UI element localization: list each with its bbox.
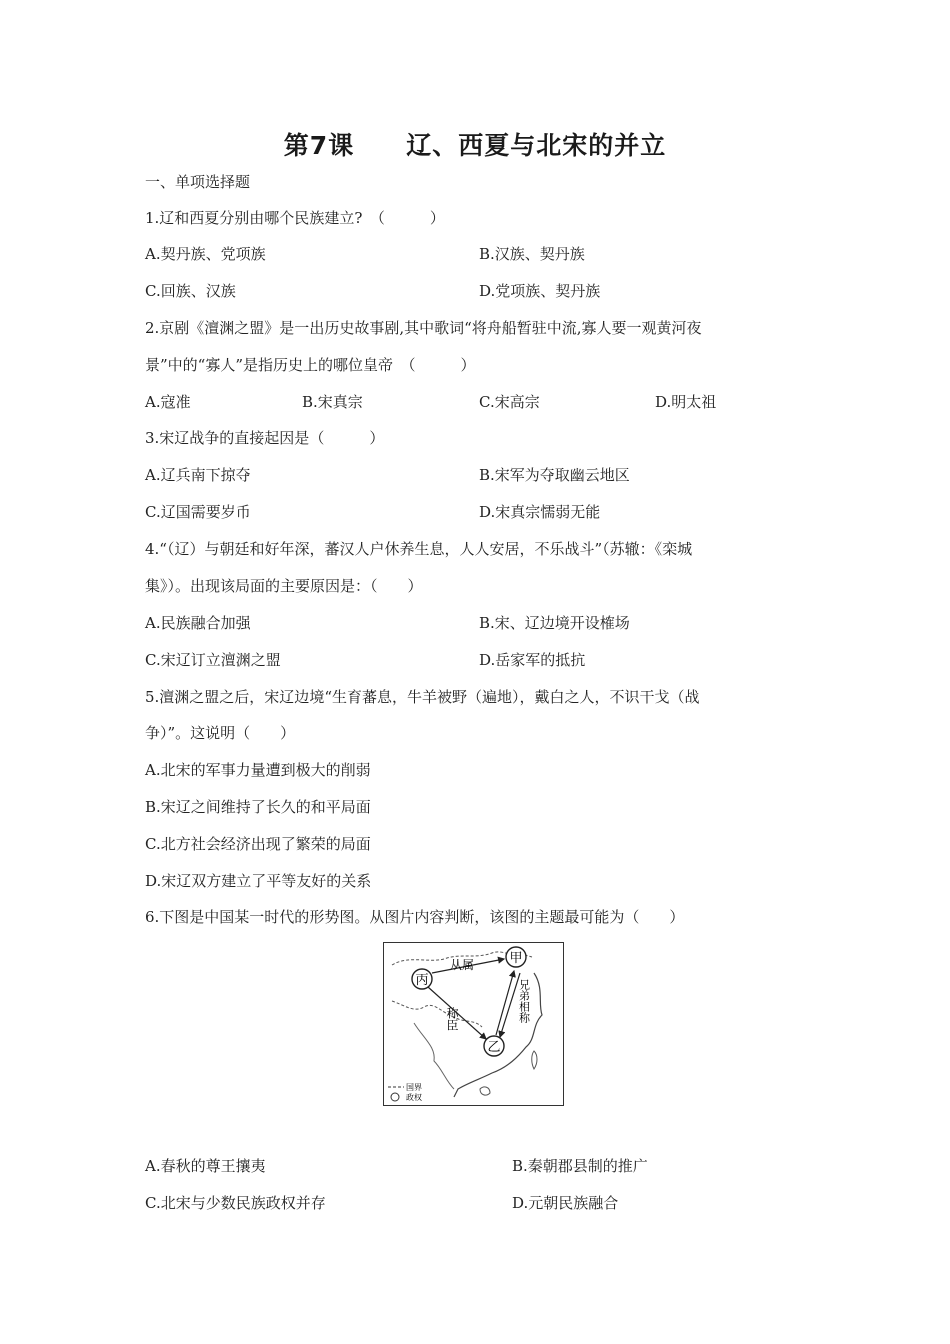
section-heading: 一、单项选择题 xyxy=(145,173,251,191)
arrow-label-subordinate: 从属 xyxy=(450,958,475,972)
map-drawing xyxy=(384,943,562,1104)
option-a: A.寇准 xyxy=(145,393,191,411)
option-a: A.北宋的军事力量遭到极大的削弱 xyxy=(145,761,371,779)
question-stem: 5.澶渊之盟之后，宋辽边境“生育蕃息，牛羊被野（遍地），戴白之人，不识干戈（战 xyxy=(145,688,700,706)
question-stem: 4.“（辽）与朝廷和好年深，蕃汉人户休养生息，人人安居，不乐战斗”（苏辙：《栾城 xyxy=(145,540,693,558)
island-taiwan xyxy=(532,1051,537,1069)
arrow-label-brothers: 兄弟相称 xyxy=(517,979,531,1023)
legend-border-label: 国界 xyxy=(406,1083,422,1092)
arrow-label-vassal: 称臣 xyxy=(445,1007,459,1031)
option-d: D.宋真宗懦弱无能 xyxy=(479,503,601,521)
option-c: C.辽国需要岁币 xyxy=(145,503,251,521)
option-a: A.春秋的尊王攘夷 xyxy=(145,1157,266,1175)
question-stem: 2.京剧《澶渊之盟》是一出历史故事剧,其中歌词“将舟船暂驻中流,寡人要一观黄河夜 xyxy=(145,319,702,337)
option-a: A.辽兵南下掠夺 xyxy=(145,466,251,484)
option-b: B.宋真宗 xyxy=(302,393,363,411)
page-title: 第7课 辽、西夏与北宋的并立 xyxy=(283,131,667,160)
southwest-outline xyxy=(414,1023,454,1089)
legend-regime-label: 政权 xyxy=(406,1093,422,1102)
question-stem: 3.宋辽战争的直接起因是（ ） xyxy=(145,429,385,447)
regime-jia-label: 甲 xyxy=(509,951,523,966)
option-d: D.明太祖 xyxy=(655,393,717,411)
question-stem-continued: 争）”。这说明（ ） xyxy=(145,724,296,742)
option-a: A.民族融合加强 xyxy=(145,614,251,632)
island-hainan xyxy=(480,1087,490,1095)
historical-situation-map xyxy=(383,942,564,1106)
option-d: D.岳家军的抵抗 xyxy=(479,651,586,669)
option-c: C.北方社会经济出现了繁荣的局面 xyxy=(145,835,371,853)
option-c: C.宋辽订立澶渊之盟 xyxy=(145,651,281,669)
option-c: C.北宋与少数民族政权并存 xyxy=(145,1194,326,1212)
option-d: D.元朝民族融合 xyxy=(512,1194,619,1212)
option-d: D.党项族、契丹族 xyxy=(479,282,601,300)
question-stem: 6.下图是中国某一时代的形势图。从图片内容判断，该图的主题最可能为（ ） xyxy=(145,908,685,926)
regime-bing-label: 丙 xyxy=(415,973,429,988)
option-b: B.宋辽之间维持了长久的和平局面 xyxy=(145,798,371,816)
option-c: C.回族、汉族 xyxy=(145,282,236,300)
question-stem-continued: 景”中的“寡人”是指历史上的哪位皇帝 （ ） xyxy=(145,356,476,374)
option-b: B.宋军为夺取幽云地区 xyxy=(479,466,630,484)
option-c: C.宋高宗 xyxy=(479,393,540,411)
option-a: A.契丹族、党项族 xyxy=(145,245,266,263)
option-b: B.宋、辽边境开设榷场 xyxy=(479,614,630,632)
option-b: B.汉族、契丹族 xyxy=(479,245,585,263)
option-b: B.秦朝郡县制的推广 xyxy=(512,1157,648,1175)
option-d: D.宋辽双方建立了平等友好的关系 xyxy=(145,872,372,890)
arrow-yi-to-jia xyxy=(496,971,514,1035)
question-stem-continued: 集》）。出现该局面的主要原因是：（ ） xyxy=(145,577,423,595)
regime-yi-label: 乙 xyxy=(487,1040,501,1055)
question-stem: 1.辽和西夏分别由哪个民族建立? （ ） xyxy=(145,209,445,227)
legend-regime-swatch xyxy=(391,1093,399,1101)
